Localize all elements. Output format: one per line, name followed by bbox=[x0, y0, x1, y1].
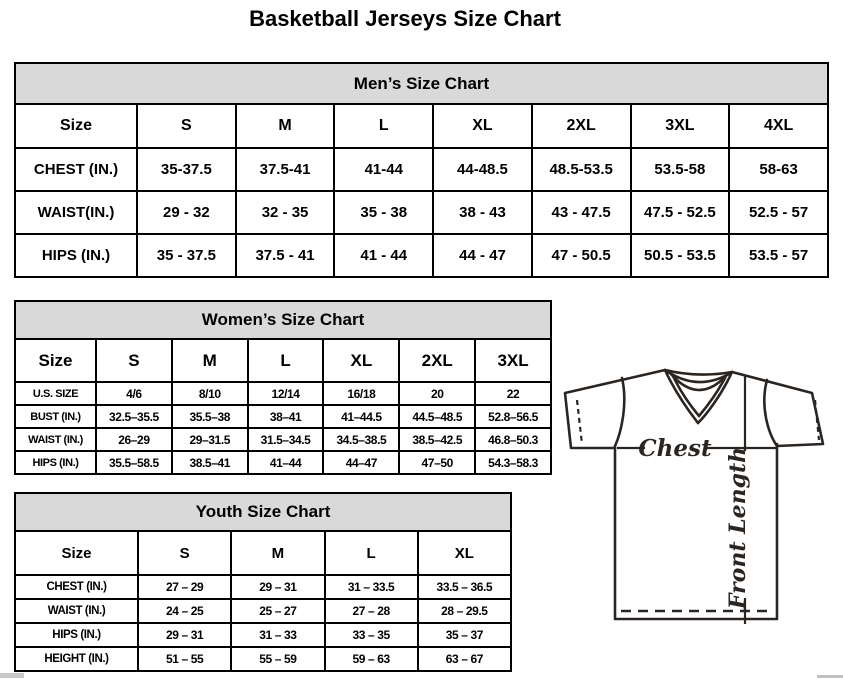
value-cell: 44–47 bbox=[323, 451, 399, 474]
column-header: S bbox=[137, 104, 236, 148]
value-cell: 44.5–48.5 bbox=[399, 405, 475, 428]
table-row bbox=[15, 148, 828, 191]
value-cell: 35 – 37 bbox=[418, 623, 511, 647]
table-row bbox=[15, 647, 511, 671]
value-cell: 33 – 35 bbox=[325, 623, 418, 647]
value-cell: 29 – 31 bbox=[231, 575, 324, 599]
value-cell: 31 – 33 bbox=[231, 623, 324, 647]
value-cell: 37.5 - 41 bbox=[236, 234, 335, 277]
row-label: HEIGHT (IN.) bbox=[15, 647, 138, 671]
column-header: XL bbox=[433, 104, 532, 148]
column-header: 2XL bbox=[399, 339, 475, 382]
column-header: L bbox=[334, 104, 433, 148]
jersey-outline bbox=[565, 370, 823, 619]
size-header-row bbox=[15, 531, 511, 575]
table-title: Men’s Size Chart bbox=[15, 63, 828, 104]
table-row bbox=[15, 191, 828, 234]
value-cell: 29 – 31 bbox=[138, 623, 231, 647]
table-row bbox=[15, 382, 551, 405]
value-cell: 35.5–38 bbox=[172, 405, 248, 428]
value-cell: 38–41 bbox=[248, 405, 324, 428]
value-cell: 35.5–58.5 bbox=[96, 451, 172, 474]
value-cell: 26–29 bbox=[96, 428, 172, 451]
value-cell: 48.5-53.5 bbox=[532, 148, 631, 191]
value-cell: 41 - 44 bbox=[334, 234, 433, 277]
row-label: U.S. SIZE bbox=[15, 382, 96, 405]
value-cell: 4/6 bbox=[96, 382, 172, 405]
row-label: BUST (IN.) bbox=[15, 405, 96, 428]
value-cell: 47–50 bbox=[399, 451, 475, 474]
value-cell: 31 – 33.5 bbox=[325, 575, 418, 599]
value-cell: 51 – 55 bbox=[138, 647, 231, 671]
value-cell: 41-44 bbox=[334, 148, 433, 191]
mens-size-table bbox=[14, 62, 829, 278]
table-title-row bbox=[15, 493, 511, 531]
column-header: XL bbox=[323, 339, 399, 382]
column-header: L bbox=[248, 339, 324, 382]
size-header-label: Size bbox=[15, 531, 138, 575]
table-row bbox=[15, 428, 551, 451]
value-cell: 35-37.5 bbox=[137, 148, 236, 191]
value-cell: 28 – 29.5 bbox=[418, 599, 511, 623]
value-cell: 47.5 - 52.5 bbox=[631, 191, 730, 234]
value-cell: 58-63 bbox=[729, 148, 828, 191]
table-row bbox=[15, 234, 828, 277]
value-cell: 41–44 bbox=[248, 451, 324, 474]
value-cell: 32 - 35 bbox=[236, 191, 335, 234]
value-cell: 52.5 - 57 bbox=[729, 191, 828, 234]
youth-size-table bbox=[14, 492, 512, 672]
value-cell: 55 – 59 bbox=[231, 647, 324, 671]
value-cell: 24 – 25 bbox=[138, 599, 231, 623]
page-title: Basketball Jerseys Size Chart bbox=[249, 6, 561, 31]
value-cell: 53.5 - 57 bbox=[729, 234, 828, 277]
value-cell: 12/14 bbox=[248, 382, 324, 405]
column-header: L bbox=[325, 531, 418, 575]
scrollbar-fragment[interactable] bbox=[817, 675, 843, 678]
value-cell: 63 – 67 bbox=[418, 647, 511, 671]
table-title: Youth Size Chart bbox=[15, 493, 511, 531]
chest-label: Chest bbox=[638, 435, 712, 462]
row-label: WAIST (IN.) bbox=[15, 599, 138, 623]
value-cell: 22 bbox=[475, 382, 551, 405]
value-cell: 52.8–56.5 bbox=[475, 405, 551, 428]
column-header: 4XL bbox=[729, 104, 828, 148]
column-header: M bbox=[236, 104, 335, 148]
value-cell: 53.5-58 bbox=[631, 148, 730, 191]
value-cell: 38.5–42.5 bbox=[399, 428, 475, 451]
value-cell: 59 – 63 bbox=[325, 647, 418, 671]
value-cell: 38 - 43 bbox=[433, 191, 532, 234]
column-header: 2XL bbox=[532, 104, 631, 148]
value-cell: 47 - 50.5 bbox=[532, 234, 631, 277]
column-header: M bbox=[172, 339, 248, 382]
row-label: WAIST (IN.) bbox=[15, 428, 96, 451]
value-cell: 29–31.5 bbox=[172, 428, 248, 451]
table-title-row bbox=[15, 301, 551, 339]
value-cell: 54.3–58.3 bbox=[475, 451, 551, 474]
table-row bbox=[15, 623, 511, 647]
size-header-label: Size bbox=[15, 339, 96, 382]
table-row bbox=[15, 599, 511, 623]
value-cell: 32.5–35.5 bbox=[96, 405, 172, 428]
value-cell: 35 - 38 bbox=[334, 191, 433, 234]
column-header: 3XL bbox=[475, 339, 551, 382]
value-cell: 8/10 bbox=[172, 382, 248, 405]
size-header-row bbox=[15, 104, 828, 148]
table-title: Women’s Size Chart bbox=[15, 301, 551, 339]
row-label: HIPS (IN.) bbox=[15, 234, 137, 277]
value-cell: 46.8–50.3 bbox=[475, 428, 551, 451]
horizontal-scrollbar-thumb[interactable] bbox=[0, 673, 24, 678]
column-header: S bbox=[138, 531, 231, 575]
value-cell: 44-48.5 bbox=[433, 148, 532, 191]
value-cell: 25 – 27 bbox=[231, 599, 324, 623]
jersey-diagram-icon bbox=[556, 358, 840, 668]
value-cell: 35 - 37.5 bbox=[137, 234, 236, 277]
front-length-label: Front Length bbox=[725, 446, 751, 610]
table-row bbox=[15, 451, 551, 474]
row-label: CHEST (IN.) bbox=[15, 575, 138, 599]
row-label: WAIST(IN.) bbox=[15, 191, 137, 234]
value-cell: 43 - 47.5 bbox=[532, 191, 631, 234]
value-cell: 50.5 - 53.5 bbox=[631, 234, 730, 277]
womens-size-table bbox=[14, 300, 552, 475]
size-header-row bbox=[15, 339, 551, 382]
row-label: HIPS (IN.) bbox=[15, 451, 96, 474]
jersey-measurement-diagram bbox=[556, 358, 840, 668]
column-header: S bbox=[96, 339, 172, 382]
table-row bbox=[15, 575, 511, 599]
column-header: M bbox=[231, 531, 324, 575]
value-cell: 27 – 29 bbox=[138, 575, 231, 599]
jersey-dashed-seams bbox=[577, 400, 819, 611]
value-cell: 27 – 28 bbox=[325, 599, 418, 623]
row-label: HIPS (IN.) bbox=[15, 623, 138, 647]
value-cell: 37.5-41 bbox=[236, 148, 335, 191]
value-cell: 34.5–38.5 bbox=[323, 428, 399, 451]
value-cell: 31.5–34.5 bbox=[248, 428, 324, 451]
value-cell: 33.5 – 36.5 bbox=[418, 575, 511, 599]
row-label: CHEST (IN.) bbox=[15, 148, 137, 191]
column-header: 3XL bbox=[631, 104, 730, 148]
value-cell: 20 bbox=[399, 382, 475, 405]
size-header-label: Size bbox=[15, 104, 137, 148]
column-header: XL bbox=[418, 531, 511, 575]
value-cell: 16/18 bbox=[323, 382, 399, 405]
table-row bbox=[15, 405, 551, 428]
value-cell: 44 - 47 bbox=[433, 234, 532, 277]
value-cell: 41–44.5 bbox=[323, 405, 399, 428]
value-cell: 29 - 32 bbox=[137, 191, 236, 234]
table-title-row bbox=[15, 63, 828, 104]
value-cell: 38.5–41 bbox=[172, 451, 248, 474]
